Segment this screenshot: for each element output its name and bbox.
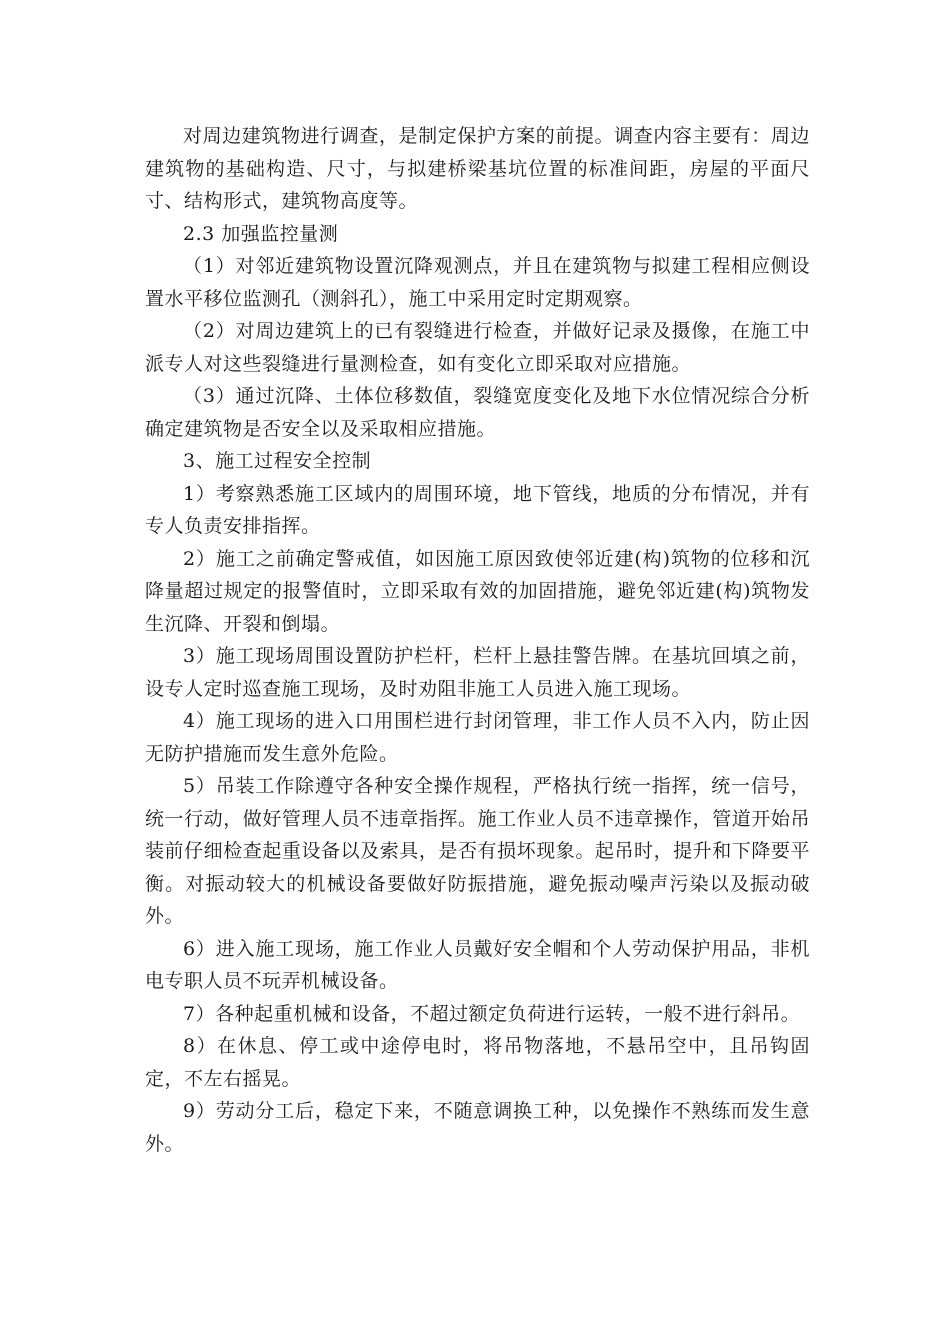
paragraph-intro: 对周边建筑物进行调查，是制定保护方案的前提。调查内容主要有：周边建筑物的基础构造、尺寸，与拟建桥梁基坑位置的标准间距，房屋的平面尺寸、结构形式，建筑物高度等。 bbox=[145, 125, 810, 212]
paragraph-step-9: 9）劳动分工后，稳定下来，不随意调换工种，以免操作不熟练而发生意外。 bbox=[145, 1100, 810, 1155]
section-heading-3: 3、施工过程安全控制 bbox=[183, 450, 372, 472]
section-heading-2-3: 2.3 加强监控量测 bbox=[183, 222, 339, 245]
paragraph-item-1: （1）对邻近建筑物设置沉降观测点，并且在建筑物与拟建工程相应侧设置水平移位监测孔（测斜孔），施工中采用定时定期观察。 bbox=[145, 255, 810, 310]
paragraph-step-3: 3）施工现场周围设置防护栏杆，栏杆上悬挂警告牌。在基坑回填之前，设专人定时巡查施工现场，及时劝阻非施工人员进入施工现场。 bbox=[145, 645, 810, 700]
paragraph-step-8: 8）在休息、停工或中途停电时，将吊物落地，不悬吊空中，且吊钩固定，不左右摇晃。 bbox=[145, 1035, 810, 1090]
paragraph-step-7: 7）各种起重机械和设备，不超过额定负荷进行运转，一般不进行斜吊。 bbox=[183, 1002, 801, 1025]
document-body bbox=[145, 120, 810, 1160]
paragraph-step-4: 4）施工现场的进入口用围栏进行封闭管理，非工作人员不入内，防止因无防护措施而发生意外危险。 bbox=[145, 710, 810, 765]
paragraph-step-1: 1）考察熟悉施工区域内的周围环境，地下管线，地质的分布情况，并有专人负责安排指挥。 bbox=[145, 482, 810, 537]
paragraph-step-5: 5）吊装工作除遵守各种安全操作规程，严格执行统一指挥，统一信号，统一行动，做好管理人员不违章指挥。施工作业人员不违章操作，管道开始吊装前仔细检查起重设备以及索具，是否有损坏现象。起吊时，提升和下降要平衡。对振动较大的机械设备要做好防振措施，避免振动噪声污染以及振动破外。 bbox=[145, 775, 810, 927]
paragraph-item-3: （3）通过沉降、土体位移数值，裂缝宽度变化及地下水位情况综合分析确定建筑物是否安全以及采取相应措施。 bbox=[145, 385, 810, 440]
paragraph-step-2: 2）施工之前确定警戒值，如因施工原因致使邻近建(构)筑物的位移和沉降量超过规定的报警值时，立即采取有效的加固措施，避免邻近建(构)筑物发生沉降、开裂和倒塌。 bbox=[145, 547, 810, 635]
paragraph-item-2: （2）对周边建筑上的已有裂缝进行检查，并做好记录及摄像，在施工中派专人对这些裂缝进行量测检查，如有变化立即采取对应措施。 bbox=[145, 320, 810, 375]
paragraph-step-6: 6）进入施工现场，施工作业人员戴好安全帽和个人劳动保护用品，非机电专职人员不玩弄机械设备。 bbox=[145, 937, 810, 992]
